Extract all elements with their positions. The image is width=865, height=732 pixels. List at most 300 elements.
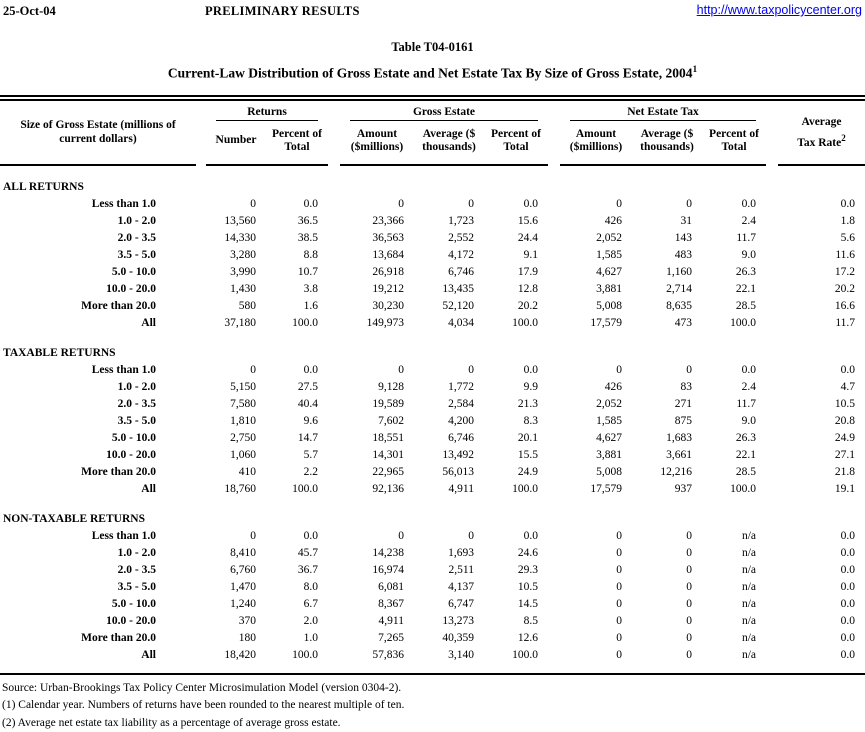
cell: 3.8 [266, 281, 328, 298]
spacer [766, 481, 778, 498]
footnote-2: (2) Average net estate tax liability as a percentage of average gross estate. [2, 715, 865, 732]
cell: 15.5 [484, 447, 548, 464]
spacer [548, 647, 560, 664]
row-label: More than 20.0 [0, 298, 196, 315]
spacer [328, 545, 340, 562]
spacer [766, 315, 778, 332]
row-label: Less than 1.0 [0, 528, 196, 545]
group-header-gross-estate: Gross Estate [340, 101, 548, 121]
spacer [548, 579, 560, 596]
spacer [766, 264, 778, 281]
cell: 8.3 [484, 413, 548, 430]
spacer [196, 413, 206, 430]
cell: 26,918 [340, 264, 414, 281]
cell: 1.8 [778, 213, 865, 230]
cell: 12,216 [632, 464, 702, 481]
col-header-ge-pct: Percent of Total [484, 121, 548, 165]
spacer [196, 481, 206, 498]
cell: 40,359 [414, 630, 484, 647]
spacer [196, 230, 206, 247]
cell: 36.7 [266, 562, 328, 579]
cell: 21.3 [484, 396, 548, 413]
footnote-1: (1) Calendar year. Numbers of returns have been rounded to the nearest multiple of ten. [2, 697, 865, 715]
spacer [548, 481, 560, 498]
row-label: 3.5 - 5.0 [0, 247, 196, 264]
cell: n/a [702, 647, 766, 664]
spacer [766, 630, 778, 647]
cell: 13,273 [414, 613, 484, 630]
cell: 20.2 [484, 298, 548, 315]
spacer [766, 613, 778, 630]
cell: 29.3 [484, 562, 548, 579]
cell: 4,137 [414, 579, 484, 596]
section-header-row [0, 179, 865, 196]
cell: 6,760 [206, 562, 266, 579]
cell: 13,560 [206, 213, 266, 230]
cell: n/a [702, 613, 766, 630]
cell: 5,008 [560, 298, 632, 315]
spacer [548, 613, 560, 630]
row-label: More than 20.0 [0, 630, 196, 647]
cell: 0 [632, 647, 702, 664]
spacer [328, 298, 340, 315]
cell: 8,410 [206, 545, 266, 562]
spacer [196, 528, 206, 545]
cell: 2.0 [266, 613, 328, 630]
cell: 100.0 [702, 481, 766, 498]
cell: n/a [702, 579, 766, 596]
table-row [0, 579, 865, 596]
spacer [548, 464, 560, 481]
cell: 4,627 [560, 264, 632, 281]
cell: 2.4 [702, 379, 766, 396]
cell: 14,330 [206, 230, 266, 247]
table-row [0, 545, 865, 562]
cell: 100.0 [484, 315, 548, 332]
spacer [766, 298, 778, 315]
cell: 0.0 [266, 196, 328, 213]
cell: 3,661 [632, 447, 702, 464]
cell: 0.0 [778, 196, 865, 213]
spacer [196, 362, 206, 379]
cell: 0.0 [484, 196, 548, 213]
cell: 17,579 [560, 315, 632, 332]
table-row [0, 362, 865, 379]
avg-tax-rate-line2: Tax Rate$^2$ [778, 130, 865, 151]
cell: 0.0 [266, 362, 328, 379]
row-label: 2.0 - 3.5 [0, 230, 196, 247]
col-header-returns-pct: Percent of Total [266, 121, 328, 165]
spacer [196, 447, 206, 464]
spacer [548, 213, 560, 230]
taxpolicycenter-link[interactable]: http://www.taxpolicycenter.org [697, 3, 862, 17]
cell: 0 [560, 579, 632, 596]
cell: 14.7 [266, 430, 328, 447]
row-label: All [0, 481, 196, 498]
cell: 19,589 [340, 396, 414, 413]
section-gap [0, 332, 865, 345]
cell: 0.0 [778, 630, 865, 647]
spacer [766, 562, 778, 579]
spacer [766, 230, 778, 247]
row-label: 5.0 - 10.0 [0, 264, 196, 281]
cell: 18,760 [206, 481, 266, 498]
spacer [548, 101, 560, 165]
cell: 9.0 [702, 247, 766, 264]
table-row [0, 315, 865, 332]
cell: 52,120 [414, 298, 484, 315]
cell: 410 [206, 464, 266, 481]
cell: 1.0 [266, 630, 328, 647]
group-header-returns: Returns [206, 101, 328, 121]
cell: 0 [340, 362, 414, 379]
cell: 23,366 [340, 213, 414, 230]
cell: 0 [560, 196, 632, 213]
cell: 26.3 [702, 264, 766, 281]
cell: 40.4 [266, 396, 328, 413]
spacer [196, 264, 206, 281]
cell: 0 [560, 528, 632, 545]
spacer [328, 230, 340, 247]
cell: 3,280 [206, 247, 266, 264]
cell: 100.0 [484, 481, 548, 498]
spacer [766, 413, 778, 430]
cell: 5.6 [778, 230, 865, 247]
spacer [548, 630, 560, 647]
spacer [766, 196, 778, 213]
spacer [766, 545, 778, 562]
cell: 100.0 [266, 315, 328, 332]
spacer [196, 545, 206, 562]
cell: 10.5 [778, 396, 865, 413]
spacer [328, 647, 340, 664]
cell: 6,746 [414, 264, 484, 281]
cell: 17,579 [560, 481, 632, 498]
cell: 6.7 [266, 596, 328, 613]
avg-tax-rate-header [778, 101, 865, 165]
spacer [766, 362, 778, 379]
cell: 56,013 [414, 464, 484, 481]
spacer [766, 379, 778, 396]
cell: n/a [702, 596, 766, 613]
spacer [328, 447, 340, 464]
cell: 0.0 [778, 613, 865, 630]
cell: 0 [414, 196, 484, 213]
cell: 13,435 [414, 281, 484, 298]
table-row [0, 213, 865, 230]
table-row [0, 264, 865, 281]
row-label: All [0, 647, 196, 664]
spacer [548, 315, 560, 332]
cell: 1,683 [632, 430, 702, 447]
row-label: 2.0 - 3.5 [0, 396, 196, 413]
col-header-ge-average: Average ($ thousands) [414, 121, 484, 165]
table-row [0, 464, 865, 481]
cell: 0.0 [266, 528, 328, 545]
cell: 2,052 [560, 230, 632, 247]
cell: n/a [702, 630, 766, 647]
spacer [196, 315, 206, 332]
cell: 11.7 [702, 396, 766, 413]
cell: 26.3 [702, 430, 766, 447]
row-label: 3.5 - 5.0 [0, 579, 196, 596]
section-header: NON-TAXABLE RETURNS [0, 511, 865, 528]
table-row [0, 396, 865, 413]
spacer [328, 596, 340, 613]
cell: 149,973 [340, 315, 414, 332]
row-label: More than 20.0 [0, 464, 196, 481]
cell: 28.5 [702, 298, 766, 315]
spacer [328, 196, 340, 213]
title-footnote-ref: 1 [693, 64, 698, 74]
row-label: 5.0 - 10.0 [0, 430, 196, 447]
cell: 14.5 [484, 596, 548, 613]
spacer [328, 562, 340, 579]
cell: 17.2 [778, 264, 865, 281]
cell: 31 [632, 213, 702, 230]
cell: 1,723 [414, 213, 484, 230]
cell: 0.0 [778, 579, 865, 596]
cell: 18,420 [206, 647, 266, 664]
cell: 1.6 [266, 298, 328, 315]
spacer [548, 413, 560, 430]
spacer [328, 101, 340, 165]
cell: 6,081 [340, 579, 414, 596]
cell: 2,714 [632, 281, 702, 298]
cell: 3,990 [206, 264, 266, 281]
cell: 2,052 [560, 396, 632, 413]
cell: 27.5 [266, 379, 328, 396]
spacer [196, 647, 206, 664]
spacer [328, 630, 340, 647]
cell: 0 [560, 630, 632, 647]
cell: 9.0 [702, 413, 766, 430]
cell: 13,492 [414, 447, 484, 464]
cell: 0 [340, 196, 414, 213]
cell: 0 [632, 528, 702, 545]
row-label: 1.0 - 2.0 [0, 545, 196, 562]
cell: 426 [560, 213, 632, 230]
row-label: 1.0 - 2.0 [0, 379, 196, 396]
cell: 2,511 [414, 562, 484, 579]
section-header: ALL RETURNS [0, 179, 865, 196]
cell: 0.0 [778, 528, 865, 545]
cell: 20.1 [484, 430, 548, 447]
section-header-row [0, 345, 865, 362]
cell: 0 [632, 196, 702, 213]
table-row [0, 230, 865, 247]
estate-tax-table [0, 101, 865, 675]
table-header [0, 101, 865, 165]
table-row [0, 647, 865, 664]
spacer [328, 379, 340, 396]
col-header-net-average: Average ($ thousands) [632, 121, 702, 165]
cell: 370 [206, 613, 266, 630]
cell: 9.1 [484, 247, 548, 264]
cell: 22.1 [702, 281, 766, 298]
cell: 875 [632, 413, 702, 430]
spacer [196, 379, 206, 396]
spacer [328, 396, 340, 413]
cell: 1,585 [560, 247, 632, 264]
spacer [548, 528, 560, 545]
cell: 27.1 [778, 447, 865, 464]
spacer [766, 464, 778, 481]
cell: 2,552 [414, 230, 484, 247]
row-label: 5.0 - 10.0 [0, 596, 196, 613]
cell: 3,881 [560, 281, 632, 298]
cell: 6,746 [414, 430, 484, 447]
spacer [548, 264, 560, 281]
cell: 37,180 [206, 315, 266, 332]
spacer [548, 230, 560, 247]
table-row [0, 562, 865, 579]
cell: 8.5 [484, 613, 548, 630]
cell: 0 [560, 545, 632, 562]
table-number: Table T04-0161 [0, 40, 865, 55]
spacer [328, 281, 340, 298]
spacer [766, 430, 778, 447]
spacer [328, 464, 340, 481]
cell: 10.5 [484, 579, 548, 596]
spacer [328, 315, 340, 332]
cell: 36,563 [340, 230, 414, 247]
cell: 1,240 [206, 596, 266, 613]
cell: 0 [632, 613, 702, 630]
cell: 24.9 [778, 430, 865, 447]
cell: 4,034 [414, 315, 484, 332]
spacer [548, 430, 560, 447]
cell: 8.0 [266, 579, 328, 596]
cell: 1,693 [414, 545, 484, 562]
table-row [0, 481, 865, 498]
cell: 22,965 [340, 464, 414, 481]
table-row [0, 281, 865, 298]
spacer [548, 298, 560, 315]
cell: 1,160 [632, 264, 702, 281]
cell: 83 [632, 379, 702, 396]
spacer [328, 264, 340, 281]
spacer [196, 596, 206, 613]
cell: 24.6 [484, 545, 548, 562]
spacer [548, 362, 560, 379]
cell: 2.2 [266, 464, 328, 481]
cell: 45.7 [266, 545, 328, 562]
spacer [766, 213, 778, 230]
spacer [548, 379, 560, 396]
cell: 12.6 [484, 630, 548, 647]
cell: 24.9 [484, 464, 548, 481]
cell: 13,684 [340, 247, 414, 264]
cell: 18,551 [340, 430, 414, 447]
row-label: 10.0 - 20.0 [0, 447, 196, 464]
cell: 19.1 [778, 481, 865, 498]
cell: n/a [702, 528, 766, 545]
cell: 1,430 [206, 281, 266, 298]
table-row [0, 596, 865, 613]
spacer [766, 647, 778, 664]
spacer [196, 213, 206, 230]
row-label: 2.0 - 3.5 [0, 562, 196, 579]
cell: 14,238 [340, 545, 414, 562]
cell: 0.0 [702, 362, 766, 379]
spacer [766, 447, 778, 464]
cell: 0 [632, 562, 702, 579]
cell: 483 [632, 247, 702, 264]
spacer [196, 464, 206, 481]
cell: 4,911 [414, 481, 484, 498]
cell: 30,230 [340, 298, 414, 315]
cell: 10.7 [266, 264, 328, 281]
cell: 28.5 [702, 464, 766, 481]
cell: 2.4 [702, 213, 766, 230]
cell: 100.0 [266, 647, 328, 664]
cell: 100.0 [484, 647, 548, 664]
cell: 426 [560, 379, 632, 396]
cell: 4,627 [560, 430, 632, 447]
section-gap [0, 165, 865, 179]
cell: 0 [560, 596, 632, 613]
spacer [328, 579, 340, 596]
cell: 5.7 [266, 447, 328, 464]
col-header-ge-amount: Amount ($millions) [340, 121, 414, 165]
spacer [548, 562, 560, 579]
spacer [328, 413, 340, 430]
cell: 7,580 [206, 396, 266, 413]
cell: 21.8 [778, 464, 865, 481]
spacer [548, 447, 560, 464]
cell: 937 [632, 481, 702, 498]
cell: 16,974 [340, 562, 414, 579]
table-row [0, 630, 865, 647]
table-row [0, 298, 865, 315]
col-header-net-amount: Amount ($millions) [560, 121, 632, 165]
cell: 0 [560, 362, 632, 379]
cell: 16.6 [778, 298, 865, 315]
cell: 1,060 [206, 447, 266, 464]
cell: 0 [632, 545, 702, 562]
cell: 0.0 [778, 562, 865, 579]
cell: 580 [206, 298, 266, 315]
footnotes [0, 680, 865, 732]
row-label: 3.5 - 5.0 [0, 413, 196, 430]
cell: 8.8 [266, 247, 328, 264]
spacer [328, 430, 340, 447]
cell: 1,470 [206, 579, 266, 596]
spacer [766, 101, 778, 165]
row-label: 10.0 - 20.0 [0, 281, 196, 298]
cell: 6,747 [414, 596, 484, 613]
report-date: 25-Oct-04 [3, 4, 56, 19]
table-row [0, 379, 865, 396]
spacer [548, 545, 560, 562]
row-label: Less than 1.0 [0, 362, 196, 379]
section-header-row [0, 511, 865, 528]
cell: 0 [414, 362, 484, 379]
table-row [0, 196, 865, 213]
cell: 0.0 [778, 545, 865, 562]
cell: 0.0 [484, 528, 548, 545]
spacer [766, 281, 778, 298]
cell: 12.8 [484, 281, 548, 298]
cell: 8,635 [632, 298, 702, 315]
table-row [0, 430, 865, 447]
avg-tax-rate-line1: Average [778, 114, 865, 130]
cell: 3,881 [560, 447, 632, 464]
cell: 0 [206, 528, 266, 545]
cell: 17.9 [484, 264, 548, 281]
cell: 0 [206, 196, 266, 213]
